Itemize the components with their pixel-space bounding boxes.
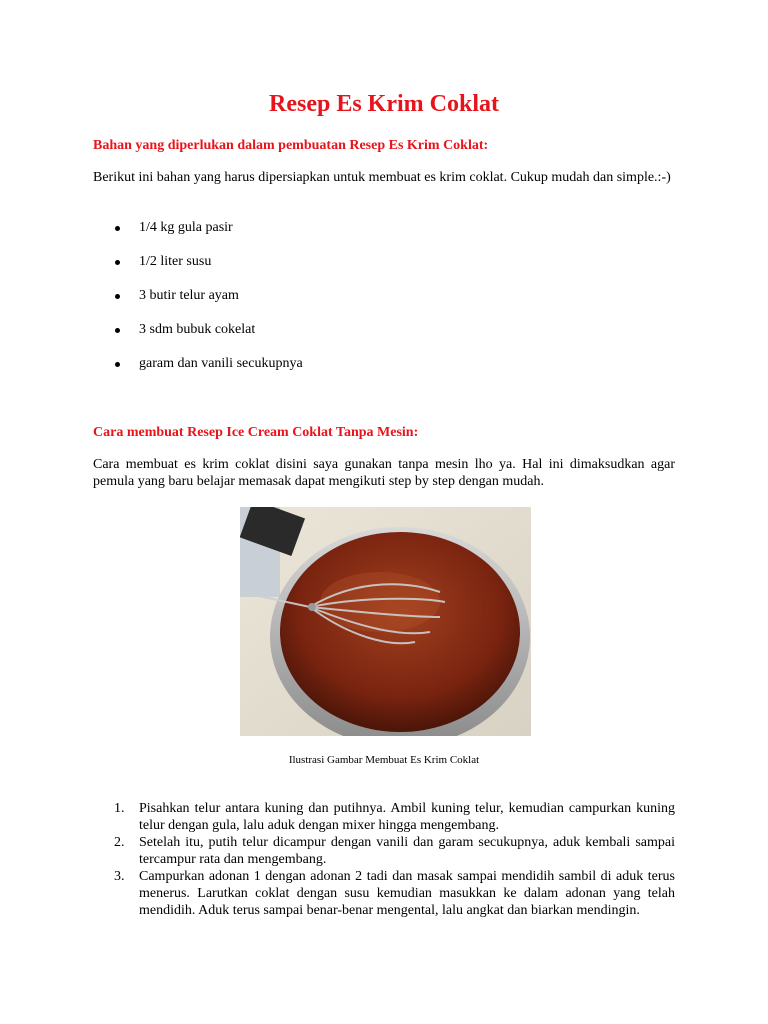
ingredients-heading: Bahan yang diperlukan dalam pembuatan Resep Es Krim Coklat: bbox=[93, 138, 489, 153]
list-item: 3. Campurkan adonan 1 dengan adonan 2 tadi dan masak sampai mendidih sambil di aduk terus menerus. Larutkan coklat dengan susu kemudian masukkan ke dalam adonan yang telah mendidih. Aduk terus sampai benar-benar mengental, lalu angkat dan biarkan mendingin. bbox=[114, 869, 675, 918]
list-item: 2. Setelah itu, putih telur dicampur dengan vanili dan garam secukupnya, aduk kembali sampai tercampur rata dan mengembang. bbox=[114, 835, 675, 867]
bullet-icon bbox=[115, 260, 120, 265]
ingredients-intro: Berikut ini bahan yang harus dipersiapkan untuk membuat es krim coklat. Cukup mudah dan simple.:-) bbox=[93, 170, 671, 185]
steps-list bbox=[93, 800, 675, 919]
method-heading: Cara membuat Resep Ice Cream Coklat Tanpa Mesin: bbox=[93, 425, 419, 440]
list-item: 3 sdm bubuk cokelat bbox=[93, 313, 593, 347]
method-intro: Cara membuat es krim coklat disini saya gunakan tanpa mesin lho ya. Hal ini dimaksudkan agar pemula yang baru belajar memasak dapat mengikuti step by step dengan mudah. bbox=[93, 457, 675, 489]
chocolate-pot-photo bbox=[240, 507, 531, 736]
bullet-icon bbox=[115, 226, 120, 231]
bullet-icon bbox=[115, 294, 120, 299]
ingredients-list bbox=[93, 211, 593, 381]
page-title: Resep Es Krim Coklat bbox=[269, 91, 499, 117]
list-item: 1. Pisahkan telur antara kuning dan putihnya. Ambil kuning telur, kemudian campurkan kuning telur dengan gula, lalu aduk dengan mixer hingga mengembang. bbox=[114, 801, 675, 833]
list-item: 1/4 kg gula pasir bbox=[93, 211, 593, 245]
bullet-icon bbox=[115, 328, 120, 333]
list-item: 1/2 liter susu bbox=[93, 245, 593, 279]
list-item: 3 butir telur ayam bbox=[93, 279, 593, 313]
list-item: garam dan vanili secukupnya bbox=[93, 347, 593, 381]
bullet-icon bbox=[115, 362, 120, 367]
figure-caption: Ilustrasi Gambar Membuat Es Krim Coklat bbox=[288, 754, 480, 766]
